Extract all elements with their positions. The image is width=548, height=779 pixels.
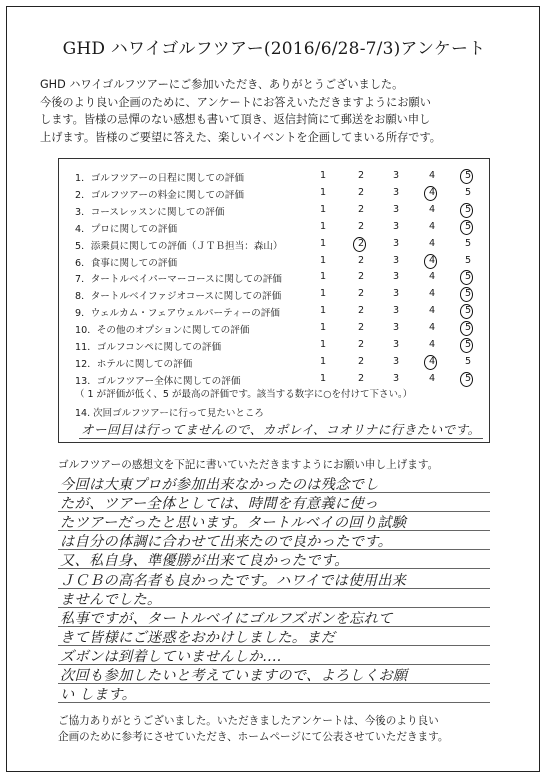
score-option[interactable]: 3	[392, 237, 400, 249]
question-label: 1．ゴルフツアーの日程に関しての評価	[75, 173, 244, 184]
comment-line: たツアーだったと思います。タートルベイの回り試験	[60, 515, 407, 532]
score-option[interactable]: 5	[458, 339, 478, 350]
question-row	[75, 235, 485, 253]
question-label: 6．食事に関しての評価	[75, 257, 178, 269]
selected-circle-mark	[460, 338, 473, 353]
score-option[interactable]: 2	[357, 220, 365, 232]
comment-line: ませんでした。	[60, 591, 162, 608]
selected-circle-mark	[460, 321, 473, 336]
score-option[interactable]: 4	[428, 271, 436, 283]
score-option[interactable]: 1	[319, 322, 327, 334]
score-option[interactable]: 3	[392, 271, 400, 283]
selected-circle-mark	[460, 304, 473, 319]
comment-line: 次回も参加したいと考えていますので、よろしくお願	[60, 668, 408, 684]
intro-line: します。皆様の忌憚のない感想も書いて頂き、返信封筒にて郵送をお願い申し	[40, 113, 431, 126]
score-option[interactable]: 2	[357, 170, 365, 181]
comment-line: たが、ツアー全体としては、時間を有意義に使っ	[60, 496, 379, 513]
score-option[interactable]: 2	[357, 372, 365, 384]
selected-circle-mark	[424, 254, 437, 269]
question-row	[75, 370, 485, 388]
rating-note: （ 1 が評価が低く、5 が最高の評価です。該当する数字に○を付けて下さい。）	[75, 389, 413, 400]
score-option[interactable]: 2	[357, 305, 365, 317]
score-option[interactable]: 4	[428, 170, 436, 181]
selected-circle-mark	[460, 287, 473, 302]
comment-line: 今回は大東プロが参加出来なかったのは残念でし	[60, 477, 379, 493]
score-option[interactable]: 2	[357, 203, 365, 215]
score-option[interactable]: 1	[319, 220, 327, 232]
score-option[interactable]: 3	[392, 322, 400, 334]
selected-circle-mark	[460, 270, 473, 285]
question-label: 4．プロに関しての評価	[75, 223, 178, 235]
score-option[interactable]: 5	[464, 254, 472, 266]
comment-line: ＪＣＢの高名者も良かったです。ハワイでは使用出来	[60, 572, 407, 589]
score-option[interactable]: 3	[392, 372, 400, 384]
score-option[interactable]: 4	[428, 372, 436, 384]
score-option[interactable]: 3	[392, 203, 400, 215]
score-option[interactable]: 5	[458, 373, 478, 384]
question-row	[75, 268, 485, 286]
question-label: 13．ゴルフツアー全体に関しての評価	[75, 375, 241, 387]
score-option[interactable]: 5	[458, 204, 478, 215]
answer-line	[79, 438, 483, 439]
score-option[interactable]: 2	[357, 186, 365, 198]
question-label: 8．タートルベイファジオコースに関しての評価	[75, 291, 282, 303]
score-option[interactable]: 4	[428, 220, 436, 232]
score-option[interactable]: 5	[458, 305, 478, 316]
score-option[interactable]: 1	[319, 339, 327, 350]
question-row	[75, 201, 485, 219]
score-option[interactable]: 5	[458, 271, 478, 282]
question-label: 2．ゴルフツアーの料金に関しての評価	[75, 189, 244, 201]
score-option[interactable]: 4	[428, 237, 436, 249]
score-option[interactable]: 3	[392, 220, 400, 232]
score-option[interactable]: 1	[319, 372, 327, 384]
score-option[interactable]: 3	[392, 288, 400, 300]
score-option[interactable]: 5	[464, 355, 472, 367]
score-option[interactable]: 3	[392, 355, 400, 367]
question-14-label: 14. 次回ゴルフツアーに行って見たいところ	[75, 408, 264, 419]
score-option[interactable]: 2	[357, 254, 365, 266]
selected-circle-mark	[424, 186, 437, 201]
question-row	[75, 353, 485, 371]
question-row	[75, 184, 485, 202]
question-row	[75, 252, 485, 270]
rating-table	[58, 158, 490, 443]
score-option[interactable]: 4	[428, 305, 436, 317]
score-option[interactable]: 1	[319, 355, 327, 367]
question-row	[75, 285, 485, 303]
score-option[interactable]: 4	[428, 203, 436, 215]
score-option[interactable]: 3	[392, 339, 400, 350]
score-option[interactable]: 1	[319, 288, 327, 300]
question-label: 3．コースレッスンに関しての評価	[75, 206, 225, 218]
score-option[interactable]: 4	[428, 288, 436, 300]
score-option[interactable]: 1	[319, 203, 327, 215]
comment-line: 又、私自身、準優勝が出来て良かったです。	[60, 553, 349, 570]
score-option[interactable]: 1	[319, 271, 327, 283]
question-label: 10．その他のオプションに関しての評価	[75, 325, 250, 337]
score-option[interactable]: 2	[357, 355, 365, 367]
question-row	[75, 167, 485, 185]
comment-line: ズボンは到着していませんしか....	[60, 648, 283, 665]
question-row	[75, 336, 485, 354]
score-option[interactable]: 2	[357, 322, 365, 334]
question-label: 12．ホテルに関しての評価	[75, 358, 193, 370]
score-option[interactable]: 1	[319, 186, 327, 198]
question-row	[75, 218, 485, 236]
score-option[interactable]: 3	[392, 170, 400, 181]
question-label: 5．添乗員に関しての評価（ＪＴＢ担当：森山）	[75, 240, 283, 252]
score-option[interactable]: 5	[458, 322, 478, 333]
question-label: 11．ゴルフコンペに関しての評価	[75, 342, 222, 353]
question-row	[75, 302, 485, 320]
selected-circle-mark	[353, 237, 366, 252]
score-option[interactable]: 1	[319, 170, 327, 181]
selected-circle-mark	[460, 372, 473, 387]
score-option[interactable]: 5	[458, 221, 478, 232]
score-option[interactable]: 4	[422, 356, 442, 367]
comment-line: 私事ですが、タートルベイにゴルフズボンを忘れて	[60, 610, 393, 627]
page-title: GHD ハワイゴルフツアー(2016/6/28-7/3)アンケート	[62, 39, 486, 59]
score-option[interactable]: 2	[351, 238, 371, 249]
selected-circle-mark	[460, 169, 473, 184]
score-option[interactable]: 2	[357, 271, 365, 283]
footer-text	[58, 713, 498, 745]
score-option[interactable]: 5	[458, 170, 478, 181]
score-option[interactable]: 2	[357, 339, 365, 350]
intro-line: GHD ハワイゴルフツアーにご参加いただき、ありがとうございました。	[40, 78, 404, 91]
score-option[interactable]: 5	[464, 237, 472, 249]
score-option[interactable]: 1	[319, 305, 327, 317]
selected-circle-mark	[460, 203, 473, 218]
intro-line: 上げます。皆様のご要望に答えた、楽しいイベントを企画してまいる所存です。	[40, 130, 441, 144]
question-14-answer: オー回目は行ってませんので、カポレイ、コオリナに行きたいです。	[81, 422, 481, 437]
question-row	[75, 319, 485, 337]
score-option[interactable]: 5	[464, 186, 472, 198]
score-option[interactable]: 4	[422, 187, 442, 198]
comment-line: は自分の体調に合わせて出来たので良かったです。	[60, 534, 393, 551]
score-option[interactable]: 3	[392, 186, 400, 198]
footer-line: 企画のために参考にさせていただき、ホームページにて公表させていただきます。	[58, 731, 449, 743]
score-option[interactable]: 3	[392, 254, 400, 266]
score-option[interactable]: 5	[458, 288, 478, 299]
footer-line: ご協力ありがとうございました。いただきましたアンケートは、今後のより良い	[58, 715, 439, 727]
score-option[interactable]: 4	[422, 255, 442, 266]
intro-line: 今後のより良い企画のために、アンケートにお答えいただきますようにお願い	[40, 95, 431, 109]
intro-text	[40, 76, 510, 146]
score-option[interactable]: 4	[428, 322, 436, 334]
comment-line: い します。	[60, 687, 137, 704]
score-option[interactable]: 2	[357, 288, 365, 300]
comments-label: ゴルフツアーの感想文を下記に書いていただきますようにお願い申し上げます。	[58, 459, 439, 471]
selected-circle-mark	[460, 220, 473, 235]
question-label: 9．ウェルカム・フェアウェルパーティーの評価	[75, 308, 280, 320]
score-option[interactable]: 4	[428, 339, 436, 350]
score-option[interactable]: 1	[319, 237, 327, 249]
question-label: 7．タートルベイパーマーコースに関しての評価	[75, 274, 282, 286]
score-option[interactable]: 1	[319, 254, 327, 266]
score-option[interactable]: 3	[392, 305, 400, 317]
selected-circle-mark	[424, 355, 437, 370]
comment-line: きて皆様にご迷惑をおかけしました。まだ	[60, 629, 336, 646]
